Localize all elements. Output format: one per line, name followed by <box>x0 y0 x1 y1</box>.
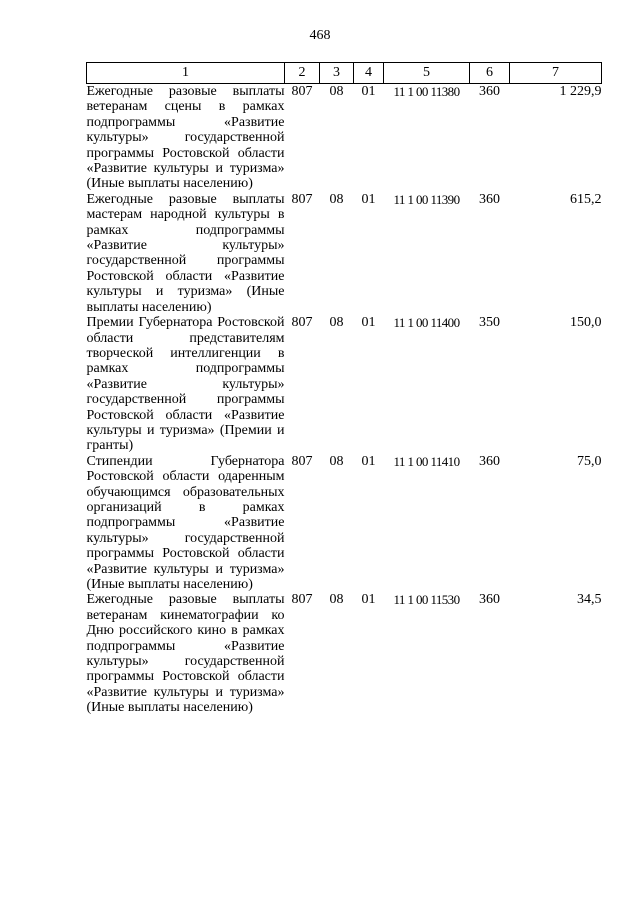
row-amount: 615,2 <box>570 191 602 207</box>
row-gr: 807 <box>291 453 313 469</box>
row-pr: 01 <box>361 84 376 99</box>
row-rz: 08 <box>329 315 344 331</box>
page-number: 468 <box>309 28 331 43</box>
column-header: 4 <box>354 63 384 84</box>
row-rz: 08 <box>329 191 344 207</box>
column-header: 2 <box>285 63 320 84</box>
table-row <box>87 84 602 192</box>
row-description: Премии Губернатора Ростовской области представителям творческой интеллигенции в рамках подпрограммы «Развитие культуры» государственной программы Ростовской области «Развитие культуры и туризма» (Премии и гранты) <box>86 315 285 454</box>
column-header: 3 <box>320 63 354 84</box>
table-row <box>87 315 602 454</box>
budget-table <box>86 62 602 716</box>
table-header-row <box>87 63 602 84</box>
row-vr: 360 <box>479 191 500 207</box>
row-gr: 807 <box>291 84 313 99</box>
table-row <box>87 454 602 593</box>
row-description: Ежегодные разовые выплаты ветеранам сцены в рамках подпрограммы «Развитие культуры» государственной программы Ростовской области «Развитие культуры и туризма» (Иные выплаты населению) <box>86 84 285 192</box>
row-description: Ежегодные разовые выплаты мастерам народной культуры в рамках подпрограммы «Развитие культуры» государственной программы Ростовской области «Развитие культуры и туризма» (Иные выплаты населению) <box>86 191 285 315</box>
row-pr: 01 <box>361 191 376 207</box>
row-pr: 01 <box>361 315 376 331</box>
column-header: 7 <box>510 63 602 84</box>
row-vr: 360 <box>479 592 500 608</box>
row-gr: 807 <box>291 191 313 207</box>
column-header: 6 <box>470 63 510 84</box>
row-amount: 34,5 <box>577 592 602 608</box>
table-row <box>87 592 602 715</box>
row-rz: 08 <box>329 592 344 608</box>
row-csr: 11 1 00 11400 <box>393 315 460 331</box>
row-csr: 11 1 00 11390 <box>393 191 460 207</box>
table-row <box>87 192 602 315</box>
row-amount: 75,0 <box>577 453 602 469</box>
row-csr: 11 1 00 11380 <box>393 84 460 99</box>
row-description: Ежегодные разовые выплаты ветеранам кинематографии ко Дню российского кино в рамках подпрограммы «Развитие культуры» государственной программы Ростовской области «Развитие культуры и туризма» (Иные выплаты населению) <box>86 592 285 716</box>
row-vr: 350 <box>479 315 500 331</box>
row-csr: 11 1 00 11530 <box>393 592 460 608</box>
row-rz: 08 <box>329 453 344 469</box>
row-amount: 1 229,9 <box>559 84 602 99</box>
row-rz: 08 <box>329 84 344 99</box>
column-header: 5 <box>384 63 470 84</box>
row-pr: 01 <box>361 453 376 469</box>
row-gr: 807 <box>291 592 313 608</box>
row-description: Стипендии Губернатора Ростовской области одаренным обучающимся образовательных организаций в рамках подпрограммы «Развитие культуры» государственной программы Ростовской области «Развитие культуры и туризма» (Иные выплаты населению) <box>86 453 285 592</box>
row-vr: 360 <box>479 453 500 469</box>
row-pr: 01 <box>361 592 376 608</box>
row-csr: 11 1 00 11410 <box>393 453 460 469</box>
row-gr: 807 <box>291 315 313 331</box>
column-header: 1 <box>87 63 285 84</box>
row-vr: 360 <box>479 84 500 99</box>
row-amount: 150,0 <box>570 315 602 331</box>
